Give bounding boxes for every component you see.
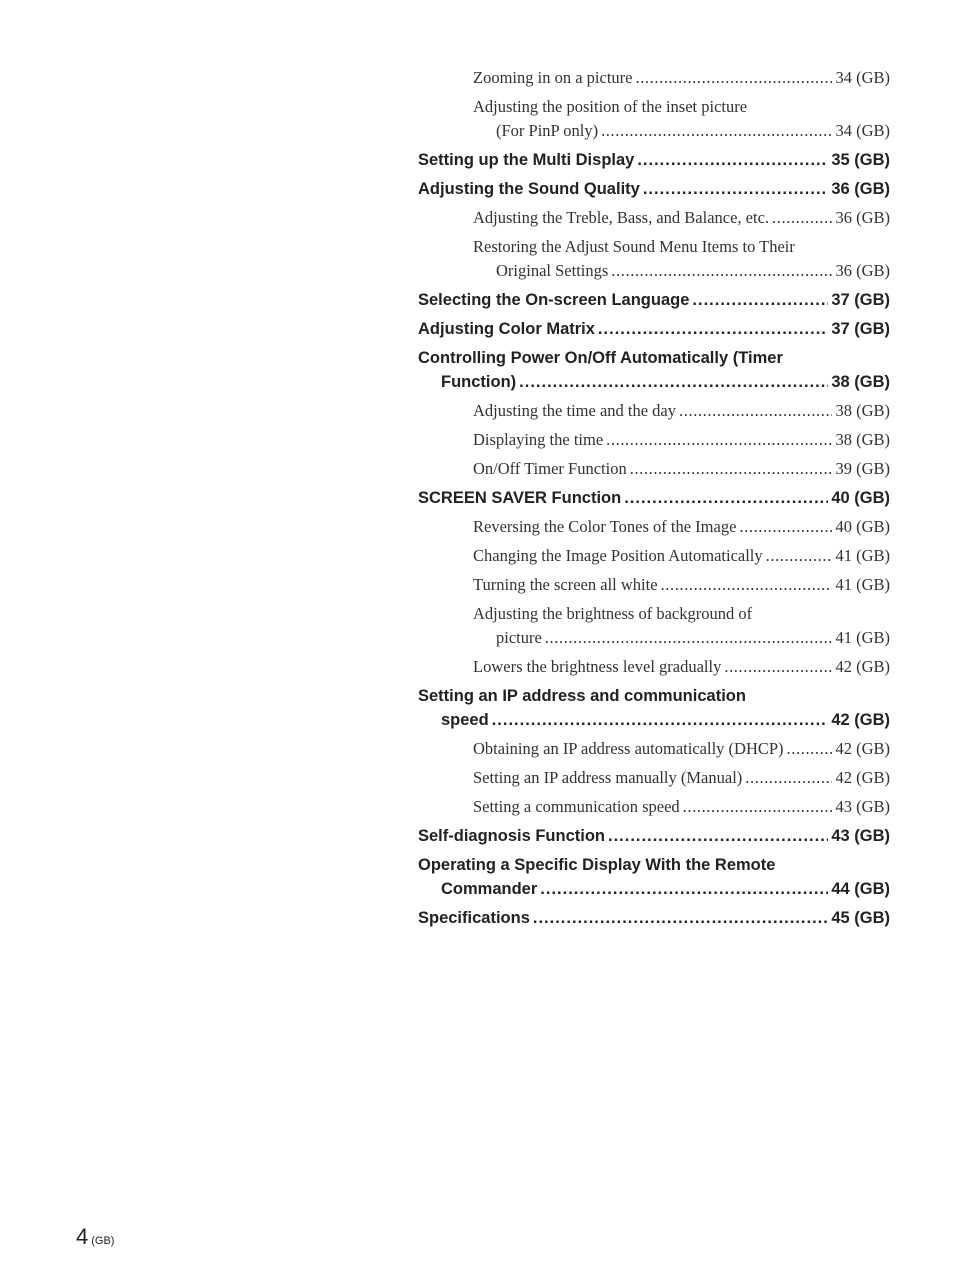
toc-section-entry[interactable] xyxy=(418,175,890,204)
toc-entry-page: 38 (GB) xyxy=(835,430,890,449)
toc-entry-title: Function) xyxy=(441,373,517,391)
toc-section-entry[interactable] xyxy=(418,904,890,933)
toc-entry-title: Adjusting the Sound Quality xyxy=(418,180,640,198)
toc-entry-title: Commander xyxy=(441,880,538,898)
toc-entry-title: Obtaining an IP address automatically (DHCP) xyxy=(473,739,784,758)
toc-subsection-entry[interactable] xyxy=(418,793,890,822)
toc-entry-title: Operating a Specific Display With the Remote xyxy=(418,856,776,874)
toc-entry-page: 41 (GB) xyxy=(835,575,890,594)
dot-leader xyxy=(787,737,833,761)
toc-entry-page: 42 (GB) xyxy=(835,657,890,676)
toc-entry-title: Adjusting the brightness of background of xyxy=(473,604,753,623)
toc-entry-title: Adjusting Color Matrix xyxy=(418,320,595,338)
toc-entry-page: 38 (GB) xyxy=(835,401,890,420)
dot-leader xyxy=(630,457,833,481)
toc-entry-page: 42 (GB) xyxy=(835,739,890,758)
toc-entry-title: Reversing the Color Tones of the Image xyxy=(473,517,737,536)
toc-entry-title: picture xyxy=(496,628,542,647)
dot-leader xyxy=(643,177,828,201)
dot-leader xyxy=(683,795,833,819)
dot-leader xyxy=(679,399,832,423)
toc-section-entry[interactable] xyxy=(418,822,890,851)
toc-section-entry[interactable] xyxy=(418,146,890,175)
toc-subsection-entry[interactable] xyxy=(418,93,890,146)
toc-entry-title: Adjusting the position of the inset picture xyxy=(473,97,748,116)
dot-leader xyxy=(692,288,828,312)
dot-leader xyxy=(739,515,832,539)
dot-leader xyxy=(608,824,828,848)
toc-entry-title: Controlling Power On/Off Automatically (Timer xyxy=(418,349,783,367)
toc-entry-title: Original Settings xyxy=(496,261,609,280)
toc-entry-page: 43 (GB) xyxy=(835,797,890,816)
dot-leader xyxy=(533,906,828,930)
toc-section-entry[interactable] xyxy=(418,484,890,513)
toc-entry-title: Setting a communication speed xyxy=(473,797,680,816)
toc-entry-page: 45 (GB) xyxy=(831,909,890,927)
toc-entry-title: Lowers the brightness level gradually xyxy=(473,657,722,676)
toc-subsection-entry[interactable] xyxy=(418,426,890,455)
toc-entry-page: 36 (GB) xyxy=(835,208,890,227)
toc-section-entry[interactable] xyxy=(418,286,890,315)
toc-entry-page: 41 (GB) xyxy=(835,628,890,647)
toc-entry-page: 42 (GB) xyxy=(831,711,890,729)
toc-subsection-entry[interactable] xyxy=(418,764,890,793)
toc-entry-title: (For PinP only) xyxy=(496,121,599,140)
toc-entry-page: 39 (GB) xyxy=(835,459,890,478)
toc-entry-title: speed xyxy=(441,711,489,729)
toc-entry-page: 38 (GB) xyxy=(831,373,890,391)
dot-leader xyxy=(598,317,828,341)
toc-subsection-entry[interactable] xyxy=(418,653,890,682)
toc-entry-page: 35 (GB) xyxy=(831,151,890,169)
toc-subsection-entry[interactable] xyxy=(418,64,890,93)
toc-subsection-entry[interactable] xyxy=(418,600,890,653)
toc-subsection-entry[interactable] xyxy=(418,542,890,571)
dot-leader xyxy=(661,573,833,597)
toc-subsection-entry[interactable] xyxy=(418,204,890,233)
dot-leader xyxy=(724,655,832,679)
dot-leader xyxy=(624,486,828,510)
table-of-contents xyxy=(418,64,890,933)
dot-leader xyxy=(766,544,833,568)
dot-leader xyxy=(772,206,832,230)
toc-entry-page: 36 (GB) xyxy=(835,261,890,280)
dot-leader xyxy=(601,119,832,143)
page-number: 4 xyxy=(76,1224,89,1249)
toc-entry-title: Zooming in on a picture xyxy=(473,68,633,87)
dot-leader xyxy=(540,877,828,901)
toc-entry-title: Specifications xyxy=(418,909,530,927)
toc-entry-page: 43 (GB) xyxy=(831,827,890,845)
toc-entry-title: Adjusting the time and the day xyxy=(473,401,677,420)
toc-subsection-entry[interactable] xyxy=(418,233,890,286)
toc-entry-title: Setting an IP address manually (Manual) xyxy=(473,768,743,787)
toc-subsection-entry[interactable] xyxy=(418,735,890,764)
toc-section-entry[interactable] xyxy=(418,344,890,397)
dot-leader xyxy=(519,370,828,394)
toc-entry-page: 37 (GB) xyxy=(831,291,890,309)
dot-leader xyxy=(545,626,833,650)
toc-section-entry[interactable] xyxy=(418,315,890,344)
dot-leader xyxy=(745,766,832,790)
toc-entry-page: 34 (GB) xyxy=(835,68,890,87)
toc-entry-title: On/Off Timer Function xyxy=(473,459,627,478)
toc-entry-page: 34 (GB) xyxy=(835,121,890,140)
dot-leader xyxy=(611,259,832,283)
dot-leader xyxy=(637,148,828,172)
toc-entry-title: Setting an IP address and communication xyxy=(418,687,746,705)
toc-entry-title: Setting up the Multi Display xyxy=(418,151,635,169)
page-footer xyxy=(76,1224,114,1250)
toc-entry-title: Turning the screen all white xyxy=(473,575,658,594)
toc-entry-page: 37 (GB) xyxy=(831,320,890,338)
toc-section-entry[interactable] xyxy=(418,682,890,735)
toc-section-entry[interactable] xyxy=(418,851,890,904)
toc-entry-title: Self-diagnosis Function xyxy=(418,827,606,845)
toc-entry-page: 40 (GB) xyxy=(835,517,890,536)
toc-entry-title: SCREEN SAVER Function xyxy=(418,489,622,507)
toc-entry-title: Selecting the On-screen Language xyxy=(418,291,690,309)
toc-entry-page: 41 (GB) xyxy=(835,546,890,565)
toc-entry-title: Adjusting the Treble, Bass, and Balance, etc. xyxy=(473,208,770,227)
toc-entry-page: 36 (GB) xyxy=(831,180,890,198)
dot-leader xyxy=(492,708,829,732)
dot-leader xyxy=(635,66,832,90)
toc-entry-title: Displaying the time xyxy=(473,430,604,449)
toc-subsection-entry[interactable] xyxy=(418,397,890,426)
page-number-suffix: (GB) xyxy=(91,1235,115,1247)
toc-entry-page: 42 (GB) xyxy=(835,768,890,787)
toc-subsection-entry[interactable] xyxy=(418,571,890,600)
toc-entry-page: 40 (GB) xyxy=(831,489,890,507)
toc-subsection-entry[interactable] xyxy=(418,513,890,542)
dot-leader xyxy=(606,428,832,452)
toc-entry-title: Changing the Image Position Automatically xyxy=(473,546,763,565)
toc-entry-page: 44 (GB) xyxy=(831,880,890,898)
toc-subsection-entry[interactable] xyxy=(418,455,890,484)
toc-entry-title: Restoring the Adjust Sound Menu Items to Their xyxy=(473,237,795,256)
